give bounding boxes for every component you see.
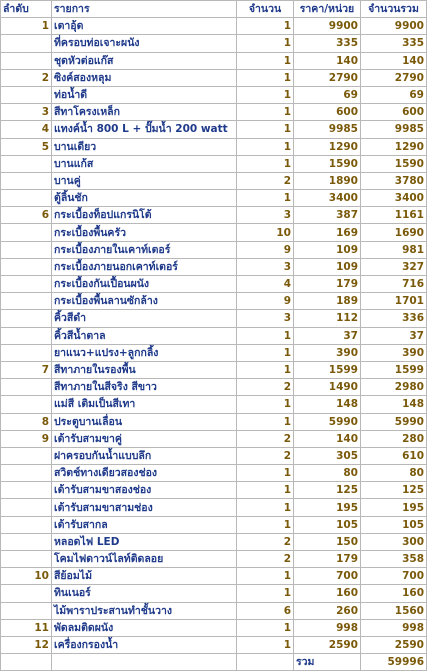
cell-index[interactable]: [1, 396, 52, 413]
cell-item[interactable]: สีทาภายในรองพื้น: [52, 361, 237, 378]
cell-qty[interactable]: 1: [237, 35, 294, 52]
cell-price[interactable]: 700: [294, 568, 361, 585]
cell-price[interactable]: 305: [294, 447, 361, 464]
cell-price[interactable]: 998: [294, 619, 361, 636]
cell-item[interactable]: สีทาโครงเหล็ก: [52, 104, 237, 121]
cell-item[interactable]: ฝาครอบกันน้ำแบบลึก: [52, 447, 237, 464]
cell-price[interactable]: 3400: [294, 190, 361, 207]
cell-item[interactable]: กระเบื้องพื้นลานซักล้าง: [52, 293, 237, 310]
cell-qty[interactable]: 1: [237, 516, 294, 533]
cell-index[interactable]: [1, 551, 52, 568]
cell-index[interactable]: [1, 172, 52, 189]
cell-item[interactable]: กระเบื้องกันเปื้อนผนัง: [52, 276, 237, 293]
cell-qty[interactable]: 1: [237, 636, 294, 653]
cell-total[interactable]: 1590: [361, 155, 427, 172]
cell-total[interactable]: 195: [361, 499, 427, 516]
cell-price[interactable]: 387: [294, 207, 361, 224]
cell-price[interactable]: 125: [294, 482, 361, 499]
cell-qty[interactable]: 1: [237, 344, 294, 361]
table-row: [1, 172, 427, 189]
table-row: [1, 18, 427, 35]
cell-qty[interactable]: 1: [237, 69, 294, 86]
cell-item[interactable]: กระเบื้องพื้นครัว: [52, 224, 237, 241]
cell-index[interactable]: [1, 533, 52, 550]
table-row: [1, 447, 427, 464]
summary-label[interactable]: รวม: [294, 654, 361, 671]
cell-index[interactable]: 11: [1, 619, 52, 636]
cell-index[interactable]: [1, 327, 52, 344]
cell-price[interactable]: 150: [294, 533, 361, 550]
cell-item[interactable]: เต้ารับสามขาสามช่อง: [52, 499, 237, 516]
summary-row: [1, 654, 427, 671]
cell-total[interactable]: 9985: [361, 121, 427, 138]
cell-total[interactable]: 998: [361, 619, 427, 636]
cell-total[interactable]: 1560: [361, 602, 427, 619]
cell-qty[interactable]: 1: [237, 18, 294, 35]
cell-qty[interactable]: 1: [237, 482, 294, 499]
table-row: [1, 310, 427, 327]
cell-price[interactable]: 1890: [294, 172, 361, 189]
cell-price[interactable]: 390: [294, 344, 361, 361]
cell-total[interactable]: 300: [361, 533, 427, 550]
cell-qty[interactable]: 6: [237, 602, 294, 619]
cell-qty[interactable]: 3: [237, 207, 294, 224]
table-row: [1, 585, 427, 602]
table-row: [1, 224, 427, 241]
table-row: [1, 619, 427, 636]
cell-price[interactable]: 195: [294, 499, 361, 516]
cell-index[interactable]: [1, 276, 52, 293]
cell-total[interactable]: 3400: [361, 190, 427, 207]
table-body: [1, 18, 427, 654]
cell-price[interactable]: 9985: [294, 121, 361, 138]
cell-total[interactable]: 1161: [361, 207, 427, 224]
cell-price[interactable]: 2790: [294, 69, 361, 86]
cell-total[interactable]: 148: [361, 396, 427, 413]
cell-total[interactable]: 610: [361, 447, 427, 464]
cell-price[interactable]: 179: [294, 276, 361, 293]
cell-qty[interactable]: 2: [237, 447, 294, 464]
cell-index[interactable]: [1, 379, 52, 396]
cell-item[interactable]: ท่อน้ำดี: [52, 86, 237, 103]
table-row: [1, 344, 427, 361]
cell-index[interactable]: [1, 35, 52, 52]
cell-total[interactable]: 327: [361, 258, 427, 275]
cell-price[interactable]: 1490: [294, 379, 361, 396]
cell-item[interactable]: ชุดหัวต่อแก๊ส: [52, 52, 237, 69]
cell-qty[interactable]: 1: [237, 190, 294, 207]
cell-qty[interactable]: 1: [237, 138, 294, 155]
cell-qty[interactable]: 9: [237, 293, 294, 310]
cell-price[interactable]: 5990: [294, 413, 361, 430]
cell-qty[interactable]: 10: [237, 224, 294, 241]
table-row: [1, 207, 427, 224]
cell-index[interactable]: [1, 241, 52, 258]
cell-total[interactable]: 37: [361, 327, 427, 344]
cell-item[interactable]: ยาแนว+แปรง+ลูกกลิ้ง: [52, 344, 237, 361]
table-row: [1, 533, 427, 550]
cell-total[interactable]: 716: [361, 276, 427, 293]
cell-item[interactable]: แม่สี เติมเป็นสีเทา: [52, 396, 237, 413]
cell-index[interactable]: [1, 258, 52, 275]
cell-price[interactable]: 260: [294, 602, 361, 619]
cell-item[interactable]: บานแก้ส: [52, 155, 237, 172]
table-row: [1, 155, 427, 172]
cell-price[interactable]: 37: [294, 327, 361, 344]
cell-item[interactable]: สีทาภายในสีจริง สีขาว: [52, 379, 237, 396]
cell-index[interactable]: [1, 190, 52, 207]
cell-price[interactable]: 600: [294, 104, 361, 121]
cell-price[interactable]: 9900: [294, 18, 361, 35]
cell-price[interactable]: 2590: [294, 636, 361, 653]
cell-qty[interactable]: 1: [237, 104, 294, 121]
cell-item[interactable]: กระเบื้องภายในเคาท์เตอร์: [52, 241, 237, 258]
cell-total[interactable]: 140: [361, 52, 427, 69]
cell-index[interactable]: 2: [1, 69, 52, 86]
cell-total[interactable]: 1290: [361, 138, 427, 155]
header-index[interactable]: ลำดับ: [1, 1, 52, 18]
cell-price[interactable]: 69: [294, 86, 361, 103]
cell-qty[interactable]: 1: [237, 499, 294, 516]
cell-index[interactable]: 5: [1, 138, 52, 155]
cell-total[interactable]: 69: [361, 86, 427, 103]
cell-qty[interactable]: 1: [237, 568, 294, 585]
cell-item[interactable]: แทงค์น้ำ 800 L + ปั๊มน้ำ 200 watt: [52, 121, 237, 138]
cell-index[interactable]: 4: [1, 121, 52, 138]
cell-qty[interactable]: 2: [237, 551, 294, 568]
header-item[interactable]: รายการ: [52, 1, 237, 18]
cell-index[interactable]: 10: [1, 568, 52, 585]
cell-item[interactable]: เครื่องกรองน้ำ: [52, 636, 237, 653]
cell-item[interactable]: พัดลมติดผนัง: [52, 619, 237, 636]
table-row: [1, 361, 427, 378]
cell-price[interactable]: 148: [294, 396, 361, 413]
cell-qty[interactable]: 2: [237, 430, 294, 447]
table-row: [1, 69, 427, 86]
table-row: [1, 86, 427, 103]
cell-qty[interactable]: 1: [237, 155, 294, 172]
cell-price[interactable]: 160: [294, 585, 361, 602]
table-row: [1, 276, 427, 293]
cell-item[interactable]: กระเบื้องท็อปแกรนิโต้: [52, 207, 237, 224]
table-row: [1, 258, 427, 275]
table-row: [1, 413, 427, 430]
cell-item[interactable]: โคมไฟดาวน์ไลท์ติดลอย: [52, 551, 237, 568]
cell-index[interactable]: [1, 447, 52, 464]
cell-price[interactable]: 1590: [294, 155, 361, 172]
cell-index[interactable]: [1, 516, 52, 533]
table-row: [1, 516, 427, 533]
summary-qty-cell[interactable]: [237, 654, 294, 671]
cell-total[interactable]: 2980: [361, 379, 427, 396]
cell-item[interactable]: เตาอุ้ด: [52, 18, 237, 35]
table-row: [1, 138, 427, 155]
table-row: [1, 35, 427, 52]
table-row: [1, 465, 427, 482]
header-price[interactable]: ราคา/หน่วย: [294, 1, 361, 18]
cell-index[interactable]: [1, 465, 52, 482]
cell-qty[interactable]: 3: [237, 310, 294, 327]
table-row: [1, 568, 427, 585]
cell-total[interactable]: 600: [361, 104, 427, 121]
cell-item[interactable]: คิ้วสีน้ำตาล: [52, 327, 237, 344]
cell-price[interactable]: 335: [294, 35, 361, 52]
cell-total[interactable]: 390: [361, 344, 427, 361]
cell-total[interactable]: 336: [361, 310, 427, 327]
cell-total[interactable]: 125: [361, 482, 427, 499]
cell-index[interactable]: [1, 585, 52, 602]
cell-price[interactable]: 179: [294, 551, 361, 568]
cell-item[interactable]: เต้ารับสากล: [52, 516, 237, 533]
header-qty[interactable]: จำนวน: [237, 1, 294, 18]
cell-qty[interactable]: 1: [237, 396, 294, 413]
cell-index[interactable]: 12: [1, 636, 52, 653]
cell-index[interactable]: [1, 293, 52, 310]
cell-item[interactable]: สีย้อมไม้: [52, 568, 237, 585]
cell-price[interactable]: 109: [294, 258, 361, 275]
table-row: [1, 190, 427, 207]
cell-index[interactable]: 7: [1, 361, 52, 378]
cell-qty[interactable]: 3: [237, 258, 294, 275]
cell-index[interactable]: 8: [1, 413, 52, 430]
table-row: [1, 293, 427, 310]
cell-index[interactable]: [1, 602, 52, 619]
cell-total[interactable]: 280: [361, 430, 427, 447]
cell-index[interactable]: [1, 482, 52, 499]
cell-total[interactable]: 358: [361, 551, 427, 568]
cell-total[interactable]: 1599: [361, 361, 427, 378]
cell-total[interactable]: 9900: [361, 18, 427, 35]
cell-total[interactable]: 700: [361, 568, 427, 585]
cell-price[interactable]: 189: [294, 293, 361, 310]
cell-item[interactable]: หลอดไฟ LED: [52, 533, 237, 550]
cell-index[interactable]: [1, 86, 52, 103]
cell-total[interactable]: 5990: [361, 413, 427, 430]
cell-item[interactable]: คิ้วสีดำ: [52, 310, 237, 327]
cell-item[interactable]: เต้ารับสามขาคู่: [52, 430, 237, 447]
cell-total[interactable]: 105: [361, 516, 427, 533]
cell-index[interactable]: 6: [1, 207, 52, 224]
summary-item-cell[interactable]: [52, 654, 237, 671]
cell-price[interactable]: 105: [294, 516, 361, 533]
cell-qty[interactable]: 1: [237, 121, 294, 138]
cell-item[interactable]: เต้ารับสามขาสองช่อง: [52, 482, 237, 499]
cell-qty[interactable]: 1: [237, 52, 294, 69]
cell-total[interactable]: 80: [361, 465, 427, 482]
cell-index[interactable]: 3: [1, 104, 52, 121]
cell-item[interactable]: บานคู่: [52, 172, 237, 189]
cell-qty[interactable]: 1: [237, 619, 294, 636]
table-row: [1, 52, 427, 69]
table-row: [1, 499, 427, 516]
cell-total[interactable]: 3780: [361, 172, 427, 189]
cell-price[interactable]: 140: [294, 430, 361, 447]
table-row: [1, 241, 427, 258]
cell-qty[interactable]: 1: [237, 86, 294, 103]
table-row: [1, 636, 427, 653]
table-row: [1, 327, 427, 344]
cell-price[interactable]: 112: [294, 310, 361, 327]
cell-price[interactable]: 140: [294, 52, 361, 69]
cell-qty[interactable]: 1: [237, 413, 294, 430]
cell-item[interactable]: ประตูบานเลื่อน: [52, 413, 237, 430]
cell-qty[interactable]: 2: [237, 379, 294, 396]
cell-index[interactable]: [1, 499, 52, 516]
cell-qty[interactable]: 2: [237, 533, 294, 550]
cell-item[interactable]: ซิงค์สองหลุม: [52, 69, 237, 86]
cell-index[interactable]: [1, 224, 52, 241]
cell-price[interactable]: 109: [294, 241, 361, 258]
table-row: [1, 396, 427, 413]
cell-total[interactable]: 1701: [361, 293, 427, 310]
cell-item[interactable]: ที่ครอบท่อเจาะผนัง: [52, 35, 237, 52]
cell-qty[interactable]: 9: [237, 241, 294, 258]
cell-item[interactable]: ทินเนอร์: [52, 585, 237, 602]
table-row: [1, 551, 427, 568]
cell-item[interactable]: กระเบื้องภายนอกเคาท์เตอร์: [52, 258, 237, 275]
cell-item[interactable]: บานเดียว: [52, 138, 237, 155]
cell-total[interactable]: 981: [361, 241, 427, 258]
cell-price[interactable]: 169: [294, 224, 361, 241]
table-row: [1, 430, 427, 447]
cell-total[interactable]: 335: [361, 35, 427, 52]
cell-index[interactable]: 1: [1, 18, 52, 35]
table-row: [1, 602, 427, 619]
cell-index[interactable]: [1, 310, 52, 327]
cell-qty[interactable]: 4: [237, 276, 294, 293]
table-row: [1, 482, 427, 499]
cell-price[interactable]: 80: [294, 465, 361, 482]
cell-price[interactable]: 1290: [294, 138, 361, 155]
cell-total[interactable]: 160: [361, 585, 427, 602]
cell-qty[interactable]: 1: [237, 465, 294, 482]
cell-index[interactable]: [1, 52, 52, 69]
table-row: [1, 379, 427, 396]
table-row: [1, 104, 427, 121]
cell-item[interactable]: สวิตช์ทางเดียวสองช่อง: [52, 465, 237, 482]
cell-total[interactable]: 2790: [361, 69, 427, 86]
summary-total[interactable]: 59996: [361, 654, 427, 671]
cell-qty[interactable]: 1: [237, 361, 294, 378]
cell-qty[interactable]: 1: [237, 585, 294, 602]
cell-qty[interactable]: 1: [237, 327, 294, 344]
cell-qty[interactable]: 2: [237, 172, 294, 189]
cell-item[interactable]: ตู้ลิ้นชัก: [52, 190, 237, 207]
header-row: [1, 1, 427, 18]
table-row: [1, 121, 427, 138]
cell-total[interactable]: 2590: [361, 636, 427, 653]
cell-item[interactable]: ไม้พาราประสานทำชั้นวาง: [52, 602, 237, 619]
cell-index[interactable]: 9: [1, 430, 52, 447]
cell-price[interactable]: 1599: [294, 361, 361, 378]
cell-index[interactable]: [1, 155, 52, 172]
cell-index[interactable]: [1, 344, 52, 361]
summary-index-cell[interactable]: [1, 654, 52, 671]
header-total[interactable]: จำนวนรวม: [361, 1, 427, 18]
cell-total[interactable]: 1690: [361, 224, 427, 241]
